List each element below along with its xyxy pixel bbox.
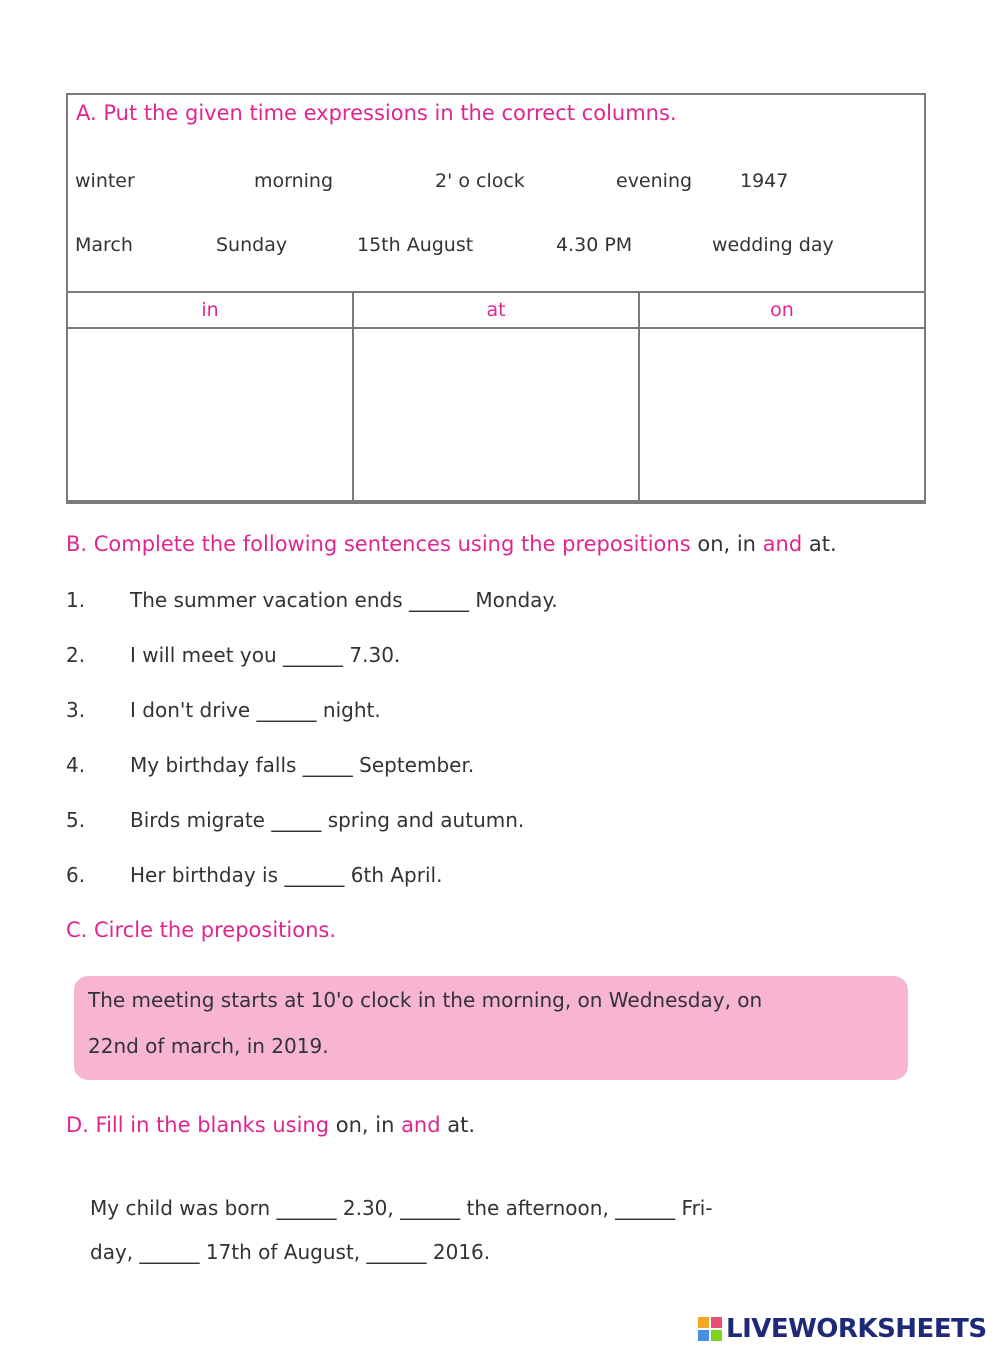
word-2-oclock: 2' o clock <box>435 170 525 192</box>
word-15th-august: 15th August <box>357 234 474 256</box>
word-evening: evening <box>616 170 693 192</box>
column-drop-at[interactable] <box>352 327 640 504</box>
section-d-title: D. Fill in the blanks using on, in and at. <box>66 1113 476 1137</box>
liveworksheets-brand <box>698 1313 987 1345</box>
passage-line-2[interactable]: 22nd of march, in 2019. <box>88 1034 329 1058</box>
sentence-text: I will meet you ______ 7.30. <box>130 643 401 667</box>
sentence-number: 4. <box>66 753 86 777</box>
brand-text: LIVEWORKSHEETS <box>726 1314 987 1344</box>
section-b-title: B. Complete the following sentences using the prepositions on, in and at. <box>66 532 837 556</box>
passage-line-1[interactable]: The meeting starts at 10'o clock in the morning, on Wednesday, on <box>88 988 763 1012</box>
word-morning: morning <box>254 170 334 192</box>
sentence-number: 5. <box>66 808 86 832</box>
word-430pm: 4.30 PM <box>556 234 633 256</box>
sentence-text: My birthday falls _____ September. <box>130 753 475 777</box>
column-header-on: on <box>638 291 926 329</box>
fill-blank-line-2: day, ______ 17th of August, ______ 2016. <box>90 1240 491 1264</box>
sentence-number: 3. <box>66 698 86 722</box>
section-c-title: C. Circle the prepositions. <box>66 918 337 942</box>
word-winter: winter <box>75 170 135 192</box>
sentence-text: I don't drive ______ night. <box>130 698 381 722</box>
fill-blank-line-1: My child was born ______ 2.30, ______ the afternoon, ______ Fri- <box>90 1196 713 1220</box>
section-a-box <box>66 93 926 502</box>
word-sunday: Sunday <box>216 234 288 256</box>
word-wedding-day: wedding day <box>712 234 834 256</box>
column-header-in: in <box>66 291 354 329</box>
sentence-number: 6. <box>66 863 86 887</box>
sentence-text: Birds migrate _____ spring and autumn. <box>130 808 525 832</box>
column-drop-in[interactable] <box>66 327 354 504</box>
liveworksheets-logo-icon <box>698 1317 722 1341</box>
word-1947: 1947 <box>740 170 789 192</box>
sentence-text: The summer vacation ends ______ Monday. <box>130 588 558 612</box>
circle-prepositions-box <box>74 976 908 1080</box>
word-march: March <box>75 234 133 256</box>
sentence-text: Her birthday is ______ 6th April. <box>130 863 443 887</box>
section-a-title: A. Put the given time expressions in the correct columns. <box>76 101 677 125</box>
sentence-number: 2. <box>66 643 86 667</box>
column-header-at: at <box>352 291 640 329</box>
columns-table <box>66 291 926 504</box>
column-drop-on[interactable] <box>638 327 926 504</box>
sentence-number: 1. <box>66 588 86 612</box>
